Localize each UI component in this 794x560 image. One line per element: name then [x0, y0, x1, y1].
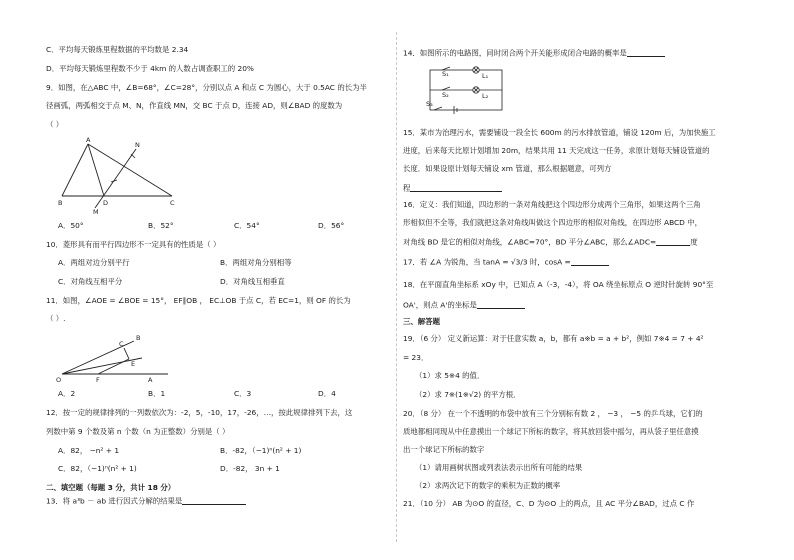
q10-option-d: D．对角线互相垂直: [220, 277, 285, 286]
fig9-label-m: M: [93, 208, 99, 216]
q10-option-a: A．两组对边分别平行: [58, 258, 130, 267]
q10-option-b: B．两组对角分别相等: [220, 258, 292, 267]
q9-stem-line1: 9．如图，在△ABC 中，∠B=68°，∠C=28°，分别以点 A 和点 C 为圆心，大于 0.5AC 的长为半: [46, 83, 367, 92]
q9-paren: （ ）: [46, 120, 64, 129]
q14-answer-blank[interactable]: [627, 48, 665, 57]
fig9-line-mn: [95, 149, 136, 208]
q20-part2: （2）求两次记下的数字的乘积为正数的概率: [415, 481, 561, 490]
circuit-label-l1: L₁: [482, 72, 489, 80]
fig9-label-c: C: [170, 199, 175, 207]
q15-stem-line2: 进度，后来每天比原计划增加 20m，结果共用 11 天完成这一任务，求原计划每天铺设管道的: [403, 146, 710, 155]
circuit-label-s1: S₁: [442, 70, 449, 78]
section-solutions: 三、解答题: [403, 317, 440, 326]
q11-angle-figure: [56, 326, 176, 384]
q19-stem-line2: = 23．: [403, 353, 429, 362]
q17-stem: 17．若 ∠A 为锐角，当 tanA = √3/3 时，cosA =: [403, 257, 609, 266]
q17-answer-blank[interactable]: [571, 257, 609, 266]
q9-option-a: A．50°: [58, 221, 84, 230]
circuit-label-l2: L₂: [482, 92, 489, 100]
circuit-label-s2: S₂: [442, 91, 449, 99]
q12-stem-line2: 列数中第 9 个数及第 n 个数（n 为正整数）分别是（ ）: [46, 427, 230, 436]
q9-option-b: B．52°: [148, 221, 174, 230]
q11-option-c: C．3: [234, 389, 252, 398]
q16-stem-line1: 16．定义：我们知道，四边形的一条对角线把这个四边形分成两个三角形，如果这两个三角: [403, 200, 701, 209]
fig11-label-f: F: [96, 376, 100, 384]
q11-option-d: D．4: [318, 389, 336, 398]
fig9-label-n: N: [135, 141, 140, 149]
q21-stem-line1: 21．（10 分） AB 为⊙O 的直径，C、D 为⊙O 上的两点，且 AC 平分∠BAD，过点 C 作: [403, 499, 695, 508]
q15-stem-line3: 长度．如果设原计划每天铺设 xm 管道，那么根据题意，可列方: [403, 164, 612, 173]
q11-option-b: B．1: [148, 389, 166, 398]
q16-stem-line3: 对角线 BD 是它的相似对角线，∠ABC=70°，BD 平分∠ABC，那么∠ADC= 度: [403, 237, 698, 247]
circuit-label-s3: S₃: [426, 100, 433, 108]
q16-stem-line2: 形相似但不全等，我们就把这条对角线叫做这个四边形的相似对角线，在四边形 ABCD 中，: [403, 218, 703, 227]
q8-option-d: D．平均每天锻炼里程数不少于 4km 的人数占调查职工的 20%: [46, 64, 254, 73]
q14-circuit-figure: [424, 64, 510, 116]
q8-option-c: C．平均每天锻炼里程数据的平均数是 2.34: [46, 45, 189, 54]
q20-part1: （1）请用画树状图或列表法表示出所有可能的结果: [415, 463, 583, 472]
q9-triangle-figure: [58, 136, 178, 216]
fig9-segment-ad: [88, 144, 104, 196]
q11-stem-line1: 11．如图，∠AOE = ∠BOE = 15°， EF∥OB ， EC⊥OB 于点 C，若 EC=1，则 OF 的长为: [46, 296, 351, 305]
q19-stem-line1: 19．（6 分） 定义新运算：对于任意实数 a，b，都有 a※b = a + b²，例如 7※4 = 7 + 4²: [403, 334, 704, 343]
fig11-segment-ef: [98, 359, 129, 374]
fig11-label-b: B: [136, 334, 141, 342]
q19-part2: （2）求 7※(1※√2) 的平方根．: [415, 390, 521, 399]
q14-stem: 14．如图所示的电路图，同时闭合两个开关能形成闭合电路的概率是: [403, 48, 665, 57]
q11-option-a: A．2: [58, 389, 76, 398]
fig11-segment-ec: [124, 348, 129, 359]
fig11-label-o: O: [56, 376, 62, 384]
q13-stem: 13．将 a³b － ab 进行因式分解的结果是: [46, 496, 246, 505]
section-fill-in-blank: 二、填空题（每题 3 分，共计 18 分）: [46, 483, 176, 492]
q20-stem-line1: 20．（8 分） 在一个不透明的布袋中放有三个分别标有数 2 ， −3 ， −5 的乒乓球，它们的: [403, 409, 703, 418]
q9-stem-line2: 径画弧，两弧相交于点 M、N，作直线 MN，交 BC 于点 D，连接 AD，则∠BAD 的度数为: [46, 101, 343, 110]
q20-stem-line3: 出一个球记下所标的数字: [403, 445, 485, 454]
q16-answer-blank[interactable]: [656, 237, 690, 246]
fig9-side-ac: [88, 144, 172, 196]
q9-option-d: D．56°: [318, 221, 345, 230]
fig9-label-a: A: [86, 136, 91, 144]
q12-option-b: B．-82，（−1)ⁿ(n² + 1): [220, 446, 302, 455]
q18-stem-line1: 18．在平面直角坐标系 xOy 中，已知点 A（-3，-4），将 OA 绕坐标原点 O 逆时针旋转 90°至: [403, 280, 714, 289]
q15-stem-line1: 15．某市为治理污水，需要铺设一段全长 600m 的污水排放管道，铺设 120m 后，为加快施工: [403, 128, 716, 137]
q18-answer-blank[interactable]: [477, 300, 525, 309]
column-divider: [396, 32, 397, 542]
q10-stem: 10．菱形具有而平行四边形不一定具有的性质是（ ）: [46, 240, 221, 249]
q10-option-c: C．对角线互相平分: [58, 277, 123, 286]
q15-answer-blank[interactable]: [410, 183, 502, 192]
fig11-label-c: C: [119, 340, 124, 348]
q12-option-c: C．82，（−1)ⁿ(n² + 1): [58, 464, 137, 473]
q20-stem-line2: 质地都相同现从中任意摸出一个球记下所标的数字，将其放回袋中摇匀，再从袋子里任意摸: [403, 427, 699, 436]
fig9-label-d: D: [103, 199, 109, 207]
q12-stem-line1: 12．按一定的规律排列的一列数依次为：-2，5，-10，17，-26，…，按此规律排列下去，这: [46, 408, 353, 417]
fig9-side-ab: [62, 144, 88, 196]
q12-option-a: A．82， −n² + 1: [58, 446, 120, 455]
q12-option-d: D．-82， 3n + 1: [220, 464, 280, 473]
q19-part1: （1）求 5※4 的值．: [415, 371, 485, 380]
fig9-label-b: B: [58, 199, 63, 207]
fig11-label-e: E: [131, 360, 136, 368]
q15-stem-line4: 程: [403, 183, 502, 192]
q11-paren: （ ）.: [46, 314, 66, 323]
fig11-label-a: A: [148, 376, 153, 384]
q18-stem-line2: OA'，则点 A'的坐标是: [403, 300, 525, 309]
q13-answer-blank[interactable]: [182, 496, 246, 505]
q9-option-c: C．54°: [234, 221, 260, 230]
